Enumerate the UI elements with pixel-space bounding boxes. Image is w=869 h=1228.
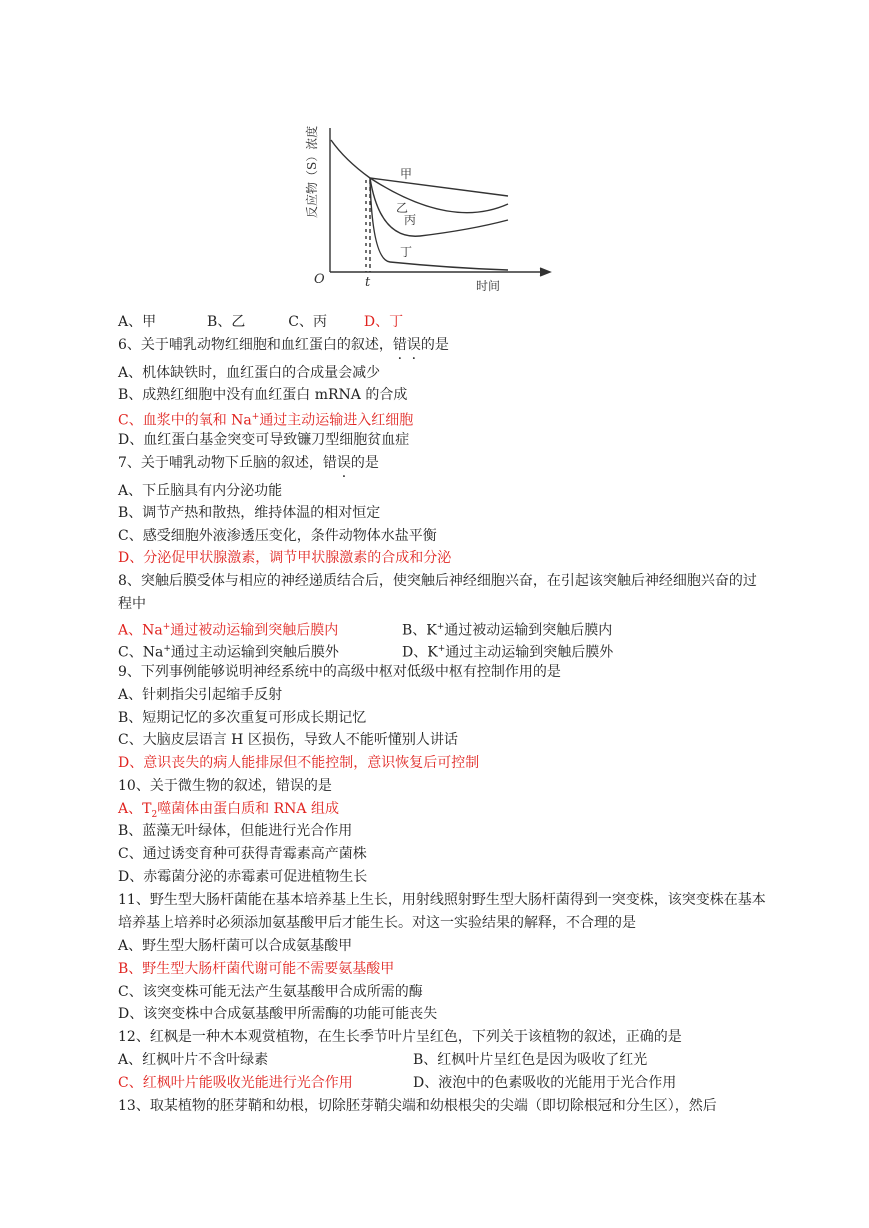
q7-option-b: B、调节产热和散热，维持体温的相对恒定 [118, 505, 381, 521]
q11-option-d: D、该突变株中合成氨基酸甲所需酶的功能可能丧失 [118, 1006, 438, 1022]
q7-stem [118, 452, 379, 475]
curve-ding [370, 178, 508, 270]
q7-option-a: A、下丘脑具有内分泌功能 [118, 483, 283, 499]
q8-b-sup: + [436, 622, 445, 632]
q12-stem: 12、红枫是一种木本观赏植物，在生长季节叶片呈红色，下列关于该植物的叙述，正确的是 [118, 1029, 682, 1045]
q8-b-tail: 通过被动运输到突触后膜内 [444, 622, 613, 639]
q6-stem-text: 6、关于哺乳动物红细胞和血红蛋白的叙述， [118, 337, 393, 353]
curve-label-jia: 甲 [400, 167, 413, 181]
q6-stem [118, 334, 449, 357]
figure-t-label: t [365, 275, 371, 290]
q13-stem: 13、取某植物的胚芽鞘和幼根，切除胚芽鞘尖端和幼根根尖的尖端（即切除根冠和分生区），然后 [118, 1098, 717, 1114]
q11-option-c: C、该突变株可能无法产生氨基酸甲合成所需的酶 [118, 984, 423, 1000]
curve-yi [370, 178, 508, 213]
q11-stem: 11、野生型大肠杆菌能在基本培养基上生长，用射线照射野生型大肠杆菌得到一突变株，该突变株在基本培养基上培养时必须添加氨基酸甲后才能生长。对这一实验结果的解释，不合理的是 [118, 892, 766, 931]
figure-ylabel: 反应物（S）浓度 [305, 125, 319, 218]
q11-option-b-answer: B、野生型大肠杆菌代谢可能不需要氨基酸甲 [118, 961, 395, 977]
q10-a-tail: 噬菌体由蛋白质和 RNA 组成 [157, 801, 339, 817]
q8-d-text: D、K [402, 644, 438, 661]
q6-option-b: B、成熟红细胞中没有血红蛋白 mRNA 的合成 [118, 387, 408, 403]
q7-emphasis: 误 [336, 455, 351, 471]
q8-d-tail: 通过主动运输到突触后膜外 [445, 644, 614, 661]
q9-option-b: B、短期记忆的多次重复可形成长期记忆 [118, 710, 367, 726]
q7-stem-text: 7、关于哺乳动物下丘脑的叙述，错 [118, 455, 337, 471]
curve-jia [370, 178, 508, 196]
q5-option-d-answer: D、丁 [363, 314, 404, 330]
q12-option-a: A、红枫叶片不含叶绿素 [118, 1052, 269, 1068]
q8-b-text: B、K [402, 622, 437, 639]
q9-stem: 9、下列事例能够说明神经系统中的高级中枢对低级中枢有控制作用的是 [118, 664, 561, 680]
q10-stem: 10、关于微生物的叙述，错误的是 [118, 778, 332, 794]
q9-option-a: A、针刺指尖引起缩手反射 [118, 687, 283, 703]
q6-emphasis-2: 误 [406, 337, 421, 353]
q5-option-b: B、乙 [207, 314, 246, 330]
curve-initial [331, 140, 370, 178]
q12-option-b: B、红枫叶片呈红色是因为吸收了红光 [413, 1052, 648, 1068]
q8-c-sup: + [163, 644, 171, 654]
q5-option-a: A、甲 [118, 314, 157, 330]
q7-stem-tail: 的是 [350, 455, 379, 471]
q7-option-d-answer: D、分泌促甲状腺激素，调节甲状腺激素的合成和分泌 [118, 550, 452, 566]
q6-option-a: A、机体缺铁时，血红蛋白的合成量会减少 [118, 365, 381, 381]
q6-stem-tail: 的是 [420, 337, 449, 353]
q9-option-c: C、大脑皮层语言 H 区损伤，导致人不能听懂别人讲话 [118, 732, 458, 748]
q6-option-d: D、血红蛋白基金突变可导致镰刀型细胞贫血症 [118, 432, 410, 448]
q8-a-text: A、Na [118, 622, 163, 639]
q5-options [118, 311, 403, 334]
q6-emphasis-1: 错 [392, 337, 407, 353]
q5-option-c: C、丙 [288, 314, 327, 330]
q11-option-a: A、野生型大肠杆菌可以合成氨基酸甲 [118, 938, 353, 954]
q8-a-tail: 通过被动运输到突触后膜内 [170, 622, 339, 639]
q6-c-text: C、血浆中的氧和 Na [118, 412, 252, 429]
q10-option-c: C、通过诱变育种可获得青霉素高产菌株 [118, 846, 367, 862]
q6-c-tail: 通过主动运输进入红细胞 [259, 412, 414, 429]
q12-option-c-answer: C、红枫叶片能吸收光能进行光合作用 [118, 1075, 353, 1091]
q12-option-d: D、液泡中的色素吸收的光能用于光合作用 [413, 1075, 677, 1091]
figure-origin: O [314, 272, 325, 287]
q10-option-b: B、蓝藻无叶绿体，但能进行光合作用 [118, 823, 353, 839]
x-axis-arrow [540, 268, 550, 276]
q7-option-c: C、感受细胞外液渗透压变化，条件动物体水盐平衡 [118, 528, 437, 544]
q8-stem: 8、突触后膜受体与相应的神经递质结合后，使突触后神经细胞兴奋，在引起该突触后神经细胞兴奋的过程中 [118, 573, 757, 612]
q10-a-sub: 2 [151, 809, 158, 820]
figure-xlabel: 时间 [476, 279, 501, 293]
curve-label-yi: 乙 [396, 201, 409, 215]
q10-a-text: A、T [118, 801, 152, 817]
reaction-curve-figure [300, 120, 560, 300]
q8-d-sup: + [437, 644, 446, 654]
q8-c-tail: 通过主动运输到突触后膜外 [170, 644, 339, 661]
curve-label-bing: 丙 [404, 213, 417, 227]
q8-c-text: C、Na [118, 644, 164, 661]
q6-c-sup: + [251, 412, 260, 422]
curve-label-ding: 丁 [400, 245, 413, 259]
q8-a-sup: + [162, 622, 171, 632]
q10-option-d: D、赤霉菌分泌的赤霉素可促进植物生长 [118, 869, 368, 885]
q9-option-d-answer: D、意识丧失的病人能排尿但不能控制，意识恢复后可控制 [118, 755, 480, 771]
